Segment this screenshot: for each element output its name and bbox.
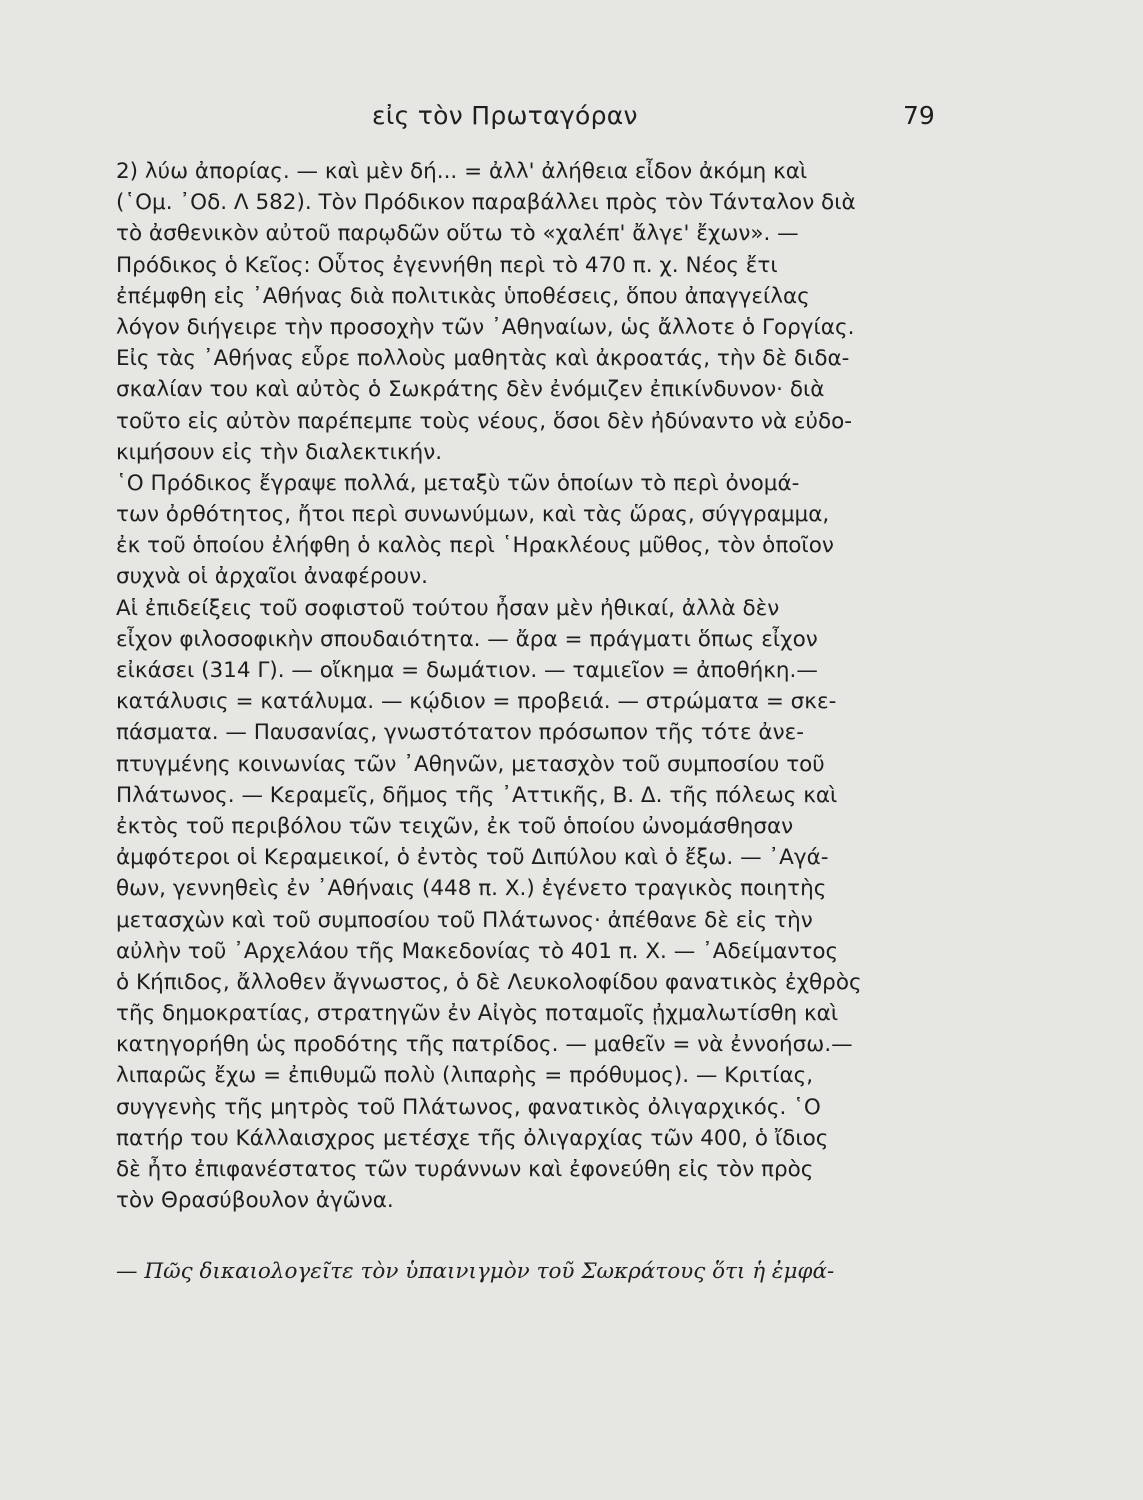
body-text [116,156,970,1288]
text-line: ὁ Κήπιδος, ἄλλοθεν ἄγνωστος, ὁ δὲ Λευκολοφίδου φανατικὸς ἐχθρὸς [116,969,862,995]
text-line: Πλάτωνος. — Κεραμεῖς, δῆμος τῆς ᾿Αττικῆς, Β. Δ. τῆς πόλεως καὶ [116,782,838,808]
text-line: Πρόδικος ὁ Κεῖος: Οὗτος ἐγεννήθη περὶ τὸ 470 π. χ. Νέος ἔτι [116,252,778,278]
text-line: ἀμφότεροι οἱ Κεραμεικοί, ὁ ἐντὸς τοῦ Διπύλου καὶ ὁ ἔξω. — ᾿Αγά- [116,845,829,871]
text-line: ἐκτὸς τοῦ περιβόλου τῶν τειχῶν, ἐκ τοῦ ὁποίου ὠνομάσθησαν [116,813,794,839]
text-line: πτυγμένης κοινωνίας τῶν ᾿Αθηνῶν, μετασχὸν τοῦ συμποσίου τοῦ [116,751,825,777]
text-line: θων, γεννηθεὶς ἐν ᾿Αθήναις (448 π. Χ.) ἐγένετο τραγικὸς ποιητὴς [116,876,827,902]
text-line: των ὀρθότητος, ἤτοι περὶ συνωνύμων, καὶ τὰς ὥρας, σύγγραμμα, [116,502,830,528]
text-line: λόγον διήγειρε τὴν προσοχὴν τῶν ᾿Αθηναίων, ὡς ἄλλοτε ὁ Γοργίας. [116,314,855,340]
text-line: σκαλίαν του καὶ αὐτὸς ὁ Σωκράτης δὲν ἐνόμιζεν ἐπικίνδυνον· διὰ [116,377,825,403]
text-line: Εἰς τὰς ᾿Αθήνας εὗρε πολλοὺς μαθητὰς καὶ ἀκροατάς, τὴν δὲ διδα- [116,346,850,372]
text-line: ἐπέμφθη εἰς ᾿Αθήνας διὰ πολιτικὰς ὑποθέσεις, ὅπου ἀπαγγείλας [116,283,810,309]
running-head [0,101,1143,141]
text-line: ῾Ο Πρόδικος ἔγραψε πολλά, μεταξὺ τῶν ὁποίων τὸ περὶ ὀνομά- [116,470,800,496]
text-line: λιπαρῶς ἔχω = ἐπιθυμῶ πολὺ (λιπαρὴς = πρόθυμος). — Κριτίας, [116,1063,814,1089]
text-line: (῾Ομ. ᾿Οδ. Λ 582). Τὸν Πρόδικον παραβάλλει πρὸς τὸν Τάνταλον διὰ [116,190,856,216]
text-line: κιμήσουν εἰς τὴν διαλεκτικήν. [116,439,443,465]
text-line: πάσματα. — Παυσανίας, γνωστότατον πρόσωπον τῆς τότε ἀνε- [116,720,804,746]
text-line: τῆς δημοκρατίας, στρατηγῶν ἐν Αἰγὸς ποταμοῖς ᾐχμαλωτίσθη καὶ [116,1001,839,1027]
text-line: πατήρ του Κάλλαισχρος μετέσχε τῆς ὀλιγαρχίας τῶν 400, ὁ ἴδιος [116,1125,829,1151]
text-line: μετασχὼν καὶ τοῦ συμποσίου τοῦ Πλάτωνος· ἀπέθανε δὲ εἰς τὴν [116,907,813,933]
text-line: δὲ ἦτο ἐπιφανέστατος τῶν τυράννων καὶ ἐφονεύθη εἰς τὸν πρὸς [116,1157,814,1182]
page-number: 79 [903,101,935,130]
text-line: τοῦτο εἰς αὐτὸν παρέπεμπε τοὺς νέους, ὅσοι δὲν ἠδύναντο νὰ εὐδο- [116,408,853,434]
text-line: ἐκ τοῦ ὁποίου ἐλήφθη ὁ καλὸς περὶ ῾Ηρακλέους μῦθος, τὸν ὁποῖον [116,533,834,559]
running-title: εἰς τὸν Πρωταγόραν [372,101,638,130]
text-line: Αἱ ἐπιδείξεις τοῦ σοφιστοῦ τούτου ἦσαν μὲν ἠθικαί, ἀλλὰ δὲν [116,595,780,621]
text-line: τὸ ἀσθενικὸν αὐτοῦ παρῳδῶν οὕτω τὸ «χαλέπ' ἄλγε' ἔχων». — [116,221,799,247]
text-line: αὐλὴν τοῦ ᾿Αρχελάου τῆς Μακεδονίας τὸ 401 π. Χ. — ᾿Αδείμαντος [116,938,839,964]
text-line: κατηγορήθη ὡς προδότης τῆς πατρίδος. — μαθεῖν = νὰ ἐννοήσω.— [116,1032,853,1058]
text-line: 2) λύω ἀπορίας. — καὶ μὲν δή... = ἀλλ' ἀλήθεια εἶδον ἀκόμη καὶ [116,159,808,184]
text-line: κατάλυσις = κατάλυμα. — κῴδιον = προβειά. — στρώματα = σκε- [116,689,837,715]
text-line: τὸν Θρασύβουλον ἀγῶνα. [116,1188,394,1214]
question-line: — Πῶς δικαιολογεῖτε τὸν ὑπαινιγμὸν τοῦ Σωκράτους ὅτι ἡ ἐμφά- [116,1259,835,1285]
text-line: εἰκάσει (314 Γ). — οἴκημα = δωμάτιον. — ταμιεῖον = ἀποθήκη.— [116,658,818,683]
section-gap [116,1216,970,1256]
text-line: εἶχον φιλοσοφικὴν σπουδαιότητα. — ἄρα = πράγματι ὅπως εἶχον [116,626,818,652]
text-line: συγγενὴς τῆς μητρὸς τοῦ Πλάτωνος, φανατικὸς ὀλιγαρχικός. ῾Ο [116,1094,821,1120]
text-line: συχνὰ οἱ ἀρχαῖοι ἀναφέρουν. [116,564,428,590]
